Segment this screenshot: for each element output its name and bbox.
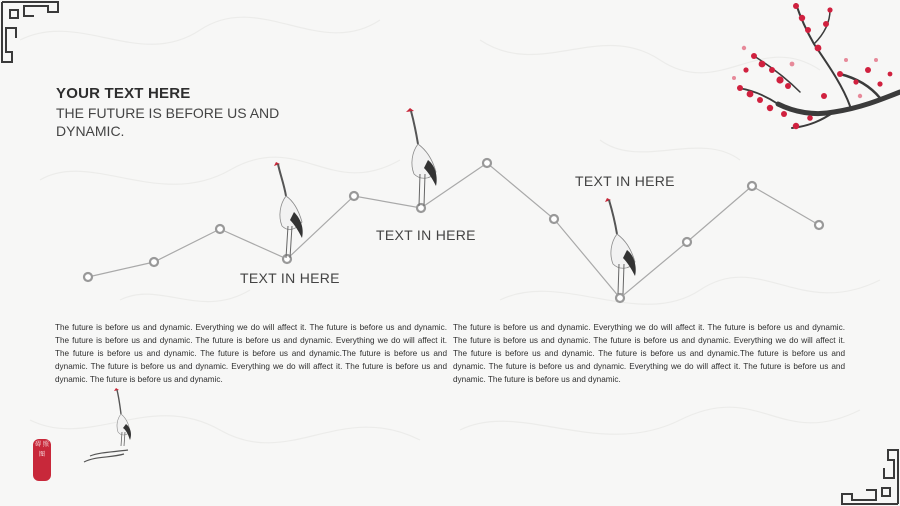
timeline-label: TEXT IN HERE [376, 227, 476, 243]
timeline-label: TEXT IN HERE [240, 270, 340, 286]
crane-icon [114, 388, 131, 446]
timeline-marker [748, 182, 756, 190]
page-title: YOUR TEXT HERE [56, 85, 191, 102]
crane-icon [274, 162, 303, 258]
red-seal-stamp-icon [32, 438, 52, 482]
crane-icon [406, 108, 437, 206]
timeline-marker [350, 192, 358, 200]
timeline-marker [150, 258, 158, 266]
page-subtitle: THE FUTURE IS BEFORE US AND DYNAMIC. [56, 105, 280, 139]
timeline-marker [815, 221, 823, 229]
timeline-marker [550, 215, 558, 223]
timeline-marker [616, 294, 624, 302]
seal-text: 碍 照 图 [35, 442, 49, 458]
timeline-marker [683, 238, 691, 246]
timeline-marker [216, 225, 224, 233]
timeline-marker [483, 159, 491, 167]
body-paragraph-right: The future is before us and dynamic. Everything we do will affect it. The future is before us and dynamic. The future is before us and dynamic. The future is before us and dynamic. Everything we do will affect it. The future is before us and dynamic. The future is before us and dynamic.The future is before us and dynamic. The future is before us and dynamic. Everything we do will affect it. The future is before us and dynamic. The future is before us and dynamic. [453, 323, 845, 384]
crane-icon [605, 198, 636, 294]
water-ripple-icon [84, 450, 128, 462]
timeline-marker [84, 273, 92, 281]
body-paragraph-left: The future is before us and dynamic. Everything we do will affect it. The future is before us and dynamic. The future is before us and dynamic. The future is before us and dynamic. Everything we do will affect it. The future is before us and dynamic. The future is before us and dynamic.The future is before us and dynamic. The future is before us and dynamic. Everything we do will affect it. The future is before us and dynamic. The future is before us and dynamic. [55, 323, 447, 384]
timeline-label: TEXT IN HERE [575, 173, 675, 189]
